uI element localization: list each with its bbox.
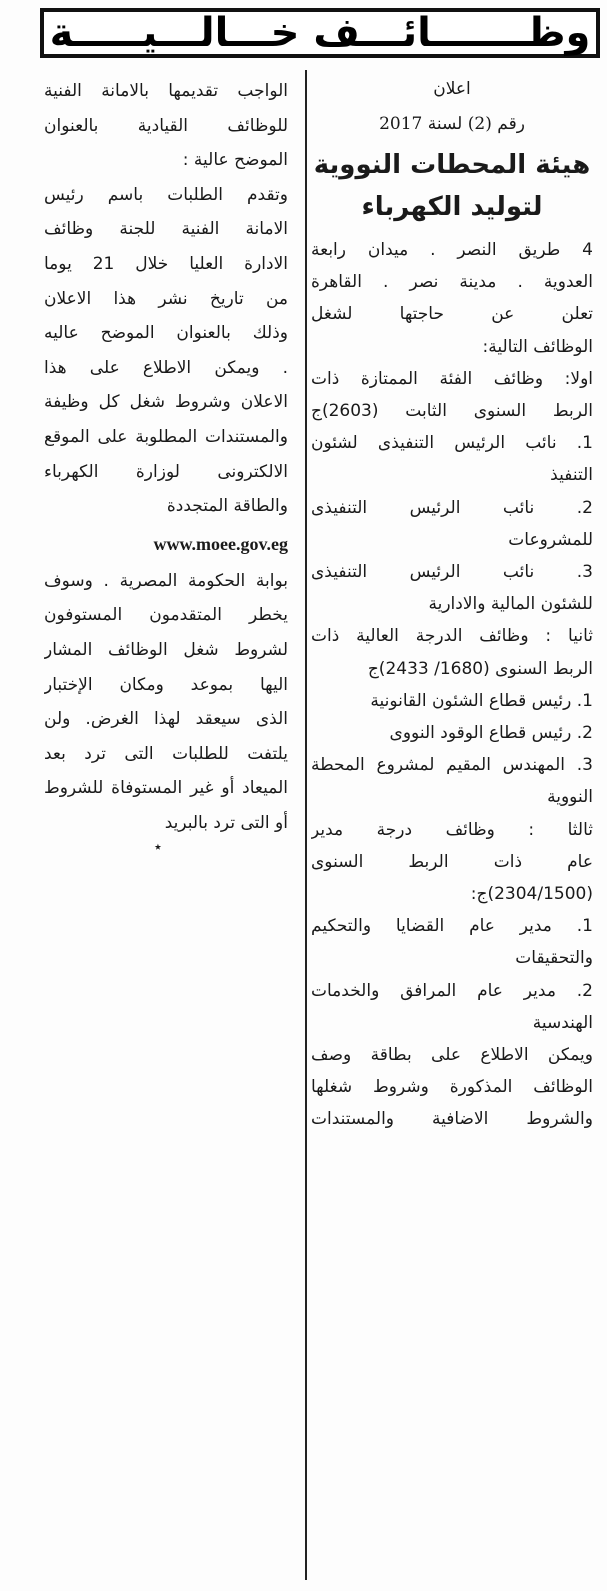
body-line: بوابة الحكومة المصرية . وسوف	[44, 570, 288, 591]
organization-name-line-1: هيئة المحطات النووية	[313, 150, 591, 180]
section-third-heading: ثالثا : وظائف درجة مدير	[311, 819, 593, 840]
job-item: 1. رئيس قطاع الشئون القانونية	[370, 690, 593, 711]
body-line: عام ذات الربط السنوى	[311, 851, 593, 872]
job-item-cont: والتحقيقات	[515, 948, 593, 969]
section-title: وظـــــــائـــف خـــالـــيـــــة	[49, 10, 591, 56]
job-item-cont: للمشروعات	[508, 529, 593, 550]
body-line: الادارة العليا خلال 21 يوما	[44, 253, 288, 274]
body-line: الوظائف المذكورة وشروط شغلها	[311, 1077, 593, 1098]
body-line: يلتفت للطلبات التى ترد بعد	[44, 743, 288, 764]
right-column	[311, 74, 593, 1136]
job-item: 3. المهندس المقيم لمشروع المحطة	[311, 755, 593, 776]
body-line: لشروط شغل الوظائف المشار	[44, 639, 288, 660]
body-line: الواجب تقديمها بالامانة الفنية	[44, 81, 288, 101]
job-item-cont: التنفيذ	[550, 465, 593, 486]
job-item: 2. رئيس قطاع الوقود النووى	[389, 723, 593, 744]
body-line: اليها بموعد ومكان الإختبار	[44, 674, 288, 695]
job-item-cont: النووية	[547, 787, 593, 808]
body-line: الموضح عالية :	[182, 150, 288, 171]
body-line: الامانة الفنية للجنة وظائف	[44, 219, 288, 240]
job-item-cont: للشئون المالية والادارية	[428, 594, 593, 615]
body-line: الربط السنوى الثابت (2603)ج	[311, 401, 593, 422]
job-item: 2. مدير عام المرافق والخدمات	[311, 980, 593, 1001]
announcement-number: رقم (2) لسنة 2017	[379, 114, 525, 134]
section-first-heading: اولا: وظائف الفئة الممتازة ذات	[311, 368, 593, 389]
body-line: الالكترونى لوزارة الكهرباء	[44, 461, 288, 482]
section-second-heading: ثانيا : وظائف الدرجة العالية ذات	[311, 626, 593, 647]
body-line: أو التى ترد بالبريد	[164, 812, 288, 833]
body-line: للوظائف القيادية بالعنوان	[44, 115, 288, 136]
body-line: ويمكن الاطلاع على بطاقة وصف	[311, 1045, 593, 1066]
job-item: 1. مدير عام القضايا والتحكيم	[311, 916, 593, 937]
organization-name-line-2: لتوليد الكهرباء	[361, 192, 543, 222]
section-header-banner	[40, 8, 600, 58]
body-line: وذلك بالعنوان الموضح عاليه	[44, 323, 288, 344]
job-item-cont: الهندسية	[532, 1012, 593, 1033]
job-item: 1. نائب الرئيس التنفيذى لشئون	[311, 433, 593, 454]
body-line: والمستندات المطلوبة على الموقع	[44, 426, 288, 447]
left-column	[44, 74, 288, 854]
body-line: الوظائف التالية:	[482, 336, 593, 357]
body-line: والطاقة المتجددة	[166, 496, 288, 517]
body-line: تعلن عن حاجتها لشغل	[311, 304, 593, 325]
body-line: والشروط الاضافية والمستندات	[311, 1109, 593, 1130]
body-line: 4 طريق النصر . ميدان رابعة	[311, 240, 593, 260]
body-line: الميعاد أو غير المستوفاة للشروط	[44, 778, 288, 799]
job-item: 3. نائب الرئيس التنفيذى	[311, 562, 593, 583]
column-divider	[305, 70, 307, 1580]
body-line: الذى سيعقد لهذا الغرض. ولن	[44, 709, 288, 730]
body-line: وتقدم الطلبات باسم رئيس	[44, 184, 288, 205]
end-of-text-mark: ٭	[154, 839, 162, 856]
body-line: الاعلان وشروط شغل كل وظيفة	[44, 392, 288, 413]
body-line: . ويمكن الاطلاع على هذا	[44, 357, 288, 378]
job-item: 2. نائب الرئيس التنفيذى	[311, 497, 593, 518]
body-line: العدوية . مدينة نصر . القاهرة	[311, 272, 593, 293]
body-line: من تاريخ نشر هذا الاعلان	[44, 288, 288, 309]
body-line: يخطر المتقدمون المستوفون	[44, 605, 288, 626]
ministry-website-url: www.moee.gov.eg	[153, 533, 288, 554]
body-line: (2304/1500)ج:	[470, 884, 593, 905]
announcement-label: اعلان	[433, 79, 471, 99]
body-line: الربط السنوى (1680/ 2433)ج	[367, 658, 593, 679]
